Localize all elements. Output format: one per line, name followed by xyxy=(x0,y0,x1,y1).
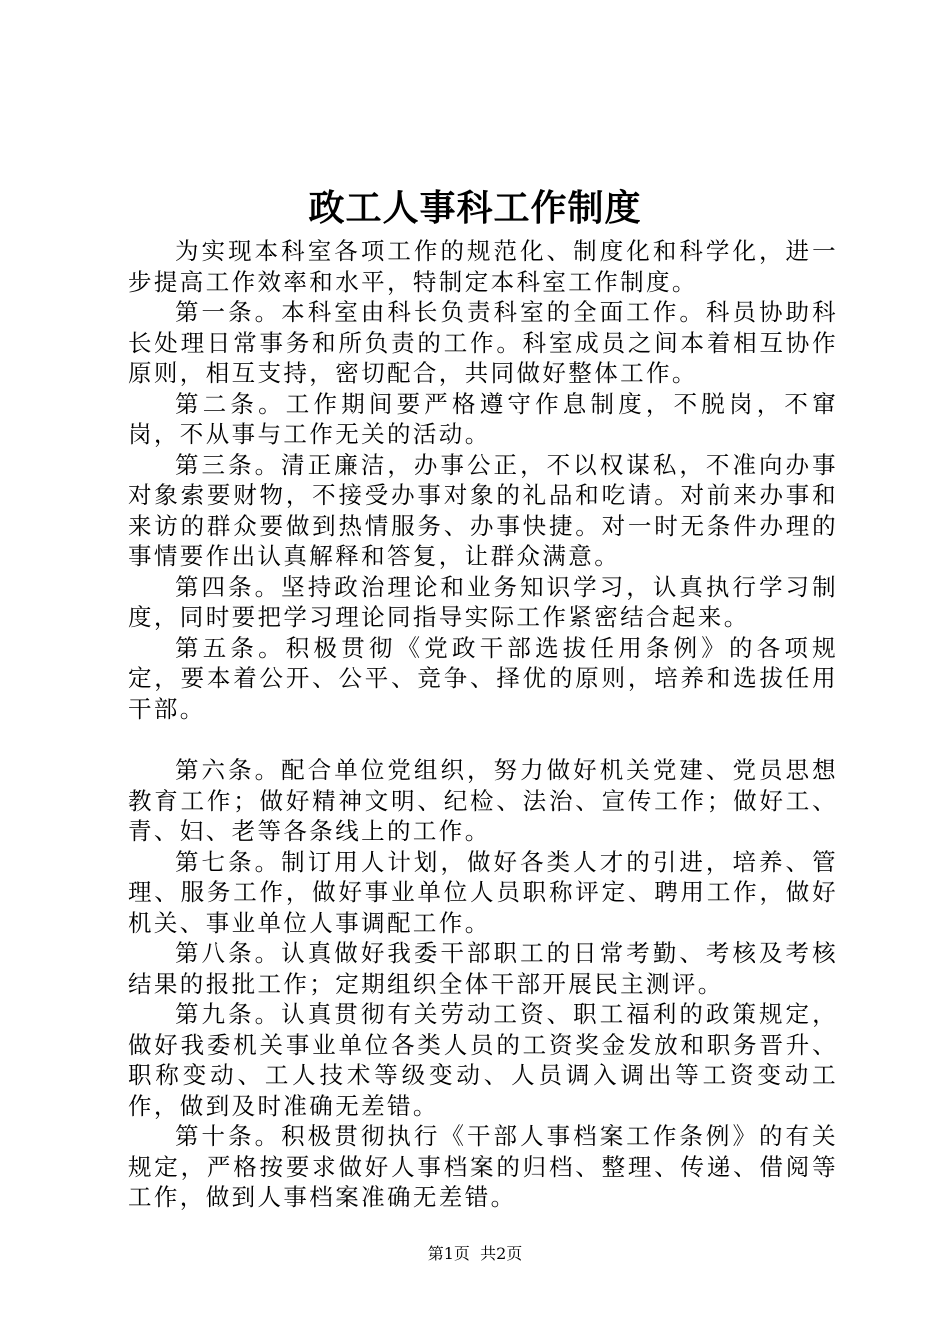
document-title: 政工人事科工作制度 xyxy=(308,187,642,229)
article-3-paragraph: 第三条。清正廉洁，办事公正，不以权谋私，不准向办事对象索要财物，不接受办事对象的礼品和吃请。对前来办事和来访的群众要做到热情服务、办事快捷。对一时无条件办理的事情要作出认真解释和答复，让群众满意。 xyxy=(128,450,838,570)
page-indicator: 第1页 共2页 xyxy=(427,1244,523,1263)
article-9-paragraph: 第九条。认真贯彻有关劳动工资、职工福利的政策规定，做好我委机关事业单位各类人员的工资奖金发放和职务晋升、职称变动、工人技术等级变动、人员调入调出等工资变动工作，做到及时准确无差错。 xyxy=(128,1000,838,1120)
article-8-paragraph: 第八条。认真做好我委干部职工的日常考勤、考核及考核结果的报批工作；定期组织全体干部开展民主测评。 xyxy=(128,939,838,998)
article-6-paragraph: 第六条。配合单位党组织，努力做好机关党建、党员思想教育工作；做好精神文明、纪检、法治、宣传工作；做好工、青、妇、老等各条线上的工作。 xyxy=(128,756,838,845)
article-2-paragraph: 第二条。工作期间要严格遵守作息制度，不脱岗，不窜岗，不从事与工作无关的活动。 xyxy=(128,389,838,448)
page-footer xyxy=(0,1243,950,1265)
article-1-paragraph: 第一条。本科室由科长负责科室的全面工作。科员协助科长处理日常事务和所负责的工作。科室成员之间本着相互协作原则，相互支持，密切配合，共同做好整体工作。 xyxy=(128,298,838,387)
article-10-paragraph: 第十条。积极贯彻执行《干部人事档案工作条例》的有关规定，严格按要求做好人事档案的归档、整理、传递、借阅等工作，做到人事档案准确无差错。 xyxy=(128,1122,838,1211)
intro-paragraph: 为实现本科室各项工作的规范化、制度化和科学化，进一步提高工作效率和水平，特制定本科室工作制度。 xyxy=(128,237,838,296)
article-4-paragraph: 第四条。坚持政治理论和业务知识学习，认真执行学习制度，同时要把学习理论同指导实际工作紧密结合起来。 xyxy=(128,572,838,631)
document-body xyxy=(128,236,838,1213)
article-5-paragraph: 第五条。积极贯彻《党政干部选拔任用条例》的各项规定，要本着公开、公平、竞争、择优的原则，培养和选拔任用干部。 xyxy=(128,633,838,723)
article-7-paragraph: 第七条。制订用人计划，做好各类人才的引进，培养、管理、服务工作，做好事业单位人员职称评定、聘用工作，做好机关、事业单位人事调配工作。 xyxy=(128,847,838,937)
